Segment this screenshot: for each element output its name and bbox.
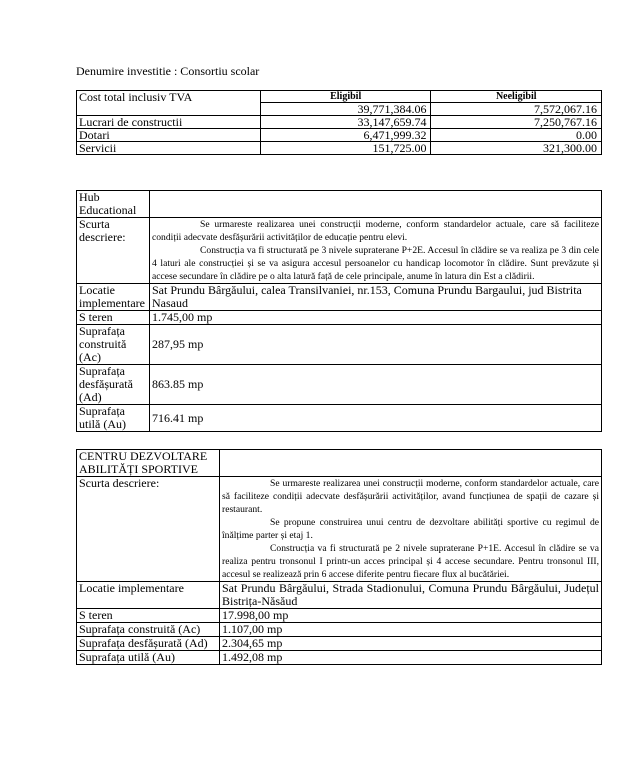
document-title: Denumire investitie : Consortiu scolar (76, 64, 260, 78)
centru-desc-paragraph: Se urmareste realizarea unei construcții moderne, conform standardelor actuale, care să faciliteze condiții adecvate desfășurării activităților, avand funcțiunea de spații de cazare și restaurant. (222, 478, 599, 515)
hub-desc-label: Scurta descriere: (77, 218, 150, 284)
hub-ad: 863.85 mp (150, 365, 602, 405)
centru-desc-paragraph: Se propune construirea unui centru de dezvoltare abilități sportive cu regimul de înălțime parter și etaj 1. (222, 517, 599, 541)
centru-teren-label: S teren (77, 609, 220, 623)
row-eligible: 6,471,999.32 (260, 129, 431, 142)
centru-desc-label: Scurta descriere: (77, 477, 220, 582)
table-row (77, 623, 602, 637)
hub-ac-label: Suprafața construită (Ac) (77, 325, 150, 365)
centru-au: 1.492,08 mp (220, 651, 602, 665)
row-ineligible: 0.00 (431, 129, 602, 142)
hub-description (150, 218, 602, 284)
centru-location: Sat Prundu Bârgăului, Strada Stadionului, Comuna Prundu Bârgăului, Județul Bistrița-Năsăud (220, 582, 602, 609)
centru-ac-label: Suprafața construită (Ac) (77, 623, 220, 637)
hub-au-label: Suprafața utilă (Au) (77, 405, 150, 432)
table-row (77, 142, 602, 155)
hub-ad-label: Suprafața desfășurată (Ad) (77, 365, 150, 405)
total-eligible: 39,771,384.06 (260, 103, 431, 116)
empty-cell (220, 450, 602, 477)
cost-table (76, 90, 602, 155)
centru-description (220, 477, 602, 582)
hub-name: Hub Educational (77, 191, 150, 218)
hub-ac: 287,95 mp (150, 325, 602, 365)
table-row (77, 325, 602, 365)
row-ineligible: 7,250,767.16 (431, 116, 602, 129)
table-row (77, 365, 602, 405)
table-row (77, 450, 602, 477)
hub-teren-label: S teren (77, 311, 150, 325)
hub-educational-table (76, 190, 602, 432)
hub-teren: 1.745,00 mp (150, 311, 602, 325)
empty-cell (150, 191, 602, 218)
centru-teren: 17.998,00 mp (220, 609, 602, 623)
centru-ad-label: Suprafața desfășurată (Ad) (77, 637, 220, 651)
hub-desc-paragraph: Construcția va fi structurată pe 3 nivele supraterane P+2E. Accesul în clădire se va realiza pe 3 din cele 4 laturi ale construcției și se va asigura accesul persoanelor cu handicap locomotor în clădire. Sunt prevăzute și accese secundare în clădire pe o alta latură față de cele principale, anume în latura din Est a clădirii. (152, 245, 599, 282)
row-label: Dotari (77, 129, 261, 142)
centru-name: CENTRU DEZVOLTARE ABILITĂȚI SPORTIVE (77, 450, 220, 477)
table-row (77, 311, 602, 325)
centru-au-label: Suprafața utilă (Au) (77, 651, 220, 665)
table-row (77, 284, 602, 311)
table-row (77, 116, 602, 129)
row-label: Servicii (77, 142, 261, 155)
table-row (77, 91, 602, 103)
centru-desc-paragraph: Construcția va fi structurată pe 2 nivele supraterane P+1E. Accesul în clădire se va realiza pentru tronsonul I printr-un acces principal și 4 accese secundare. Pentru tronsonul III, accesul se realizează prin 6 accese diferite pentru fiecare flux al bucătăriei. (222, 543, 599, 580)
centru-ad: 2.304,65 mp (220, 637, 602, 651)
centru-loc-label: Locatie implementare (77, 582, 220, 609)
hub-au: 716.41 mp (150, 405, 602, 432)
eligible-header: Eligibil (260, 91, 431, 103)
hub-loc-label: Locatie implementare (77, 284, 150, 311)
table-row (77, 582, 602, 609)
table-row (77, 191, 602, 218)
centru-sportiv-table (76, 449, 602, 665)
table-row (77, 218, 602, 284)
row-ineligible: 321,300.00 (431, 142, 602, 155)
table-row (77, 477, 602, 582)
hub-desc-paragraph: Se urmareste realizarea unei construcții moderne, conform standardelor actuale, care să faciliteze condiții adecvate desfășurării activităților de educație pentru elevi. (152, 219, 599, 243)
table-row (77, 609, 602, 623)
centru-ac: 1.107,00 mp (220, 623, 602, 637)
ineligible-header: Neeligibil (431, 91, 602, 103)
hub-location: Sat Prundu Bârgăului, calea Transilvaniei, nr.153, Comuna Prundu Bargaului, jud Bistrita Nasaud (150, 284, 602, 311)
row-label: Lucrari de constructii (77, 116, 261, 129)
table-row (77, 129, 602, 142)
table-row (77, 651, 602, 665)
row-eligible: 33,147,659.74 (260, 116, 431, 129)
table-row (77, 637, 602, 651)
cost-header-label: Cost total inclusiv TVA (77, 91, 261, 116)
row-eligible: 151,725.00 (260, 142, 431, 155)
table-row (77, 405, 602, 432)
total-ineligible: 7,572,067.16 (431, 103, 602, 116)
